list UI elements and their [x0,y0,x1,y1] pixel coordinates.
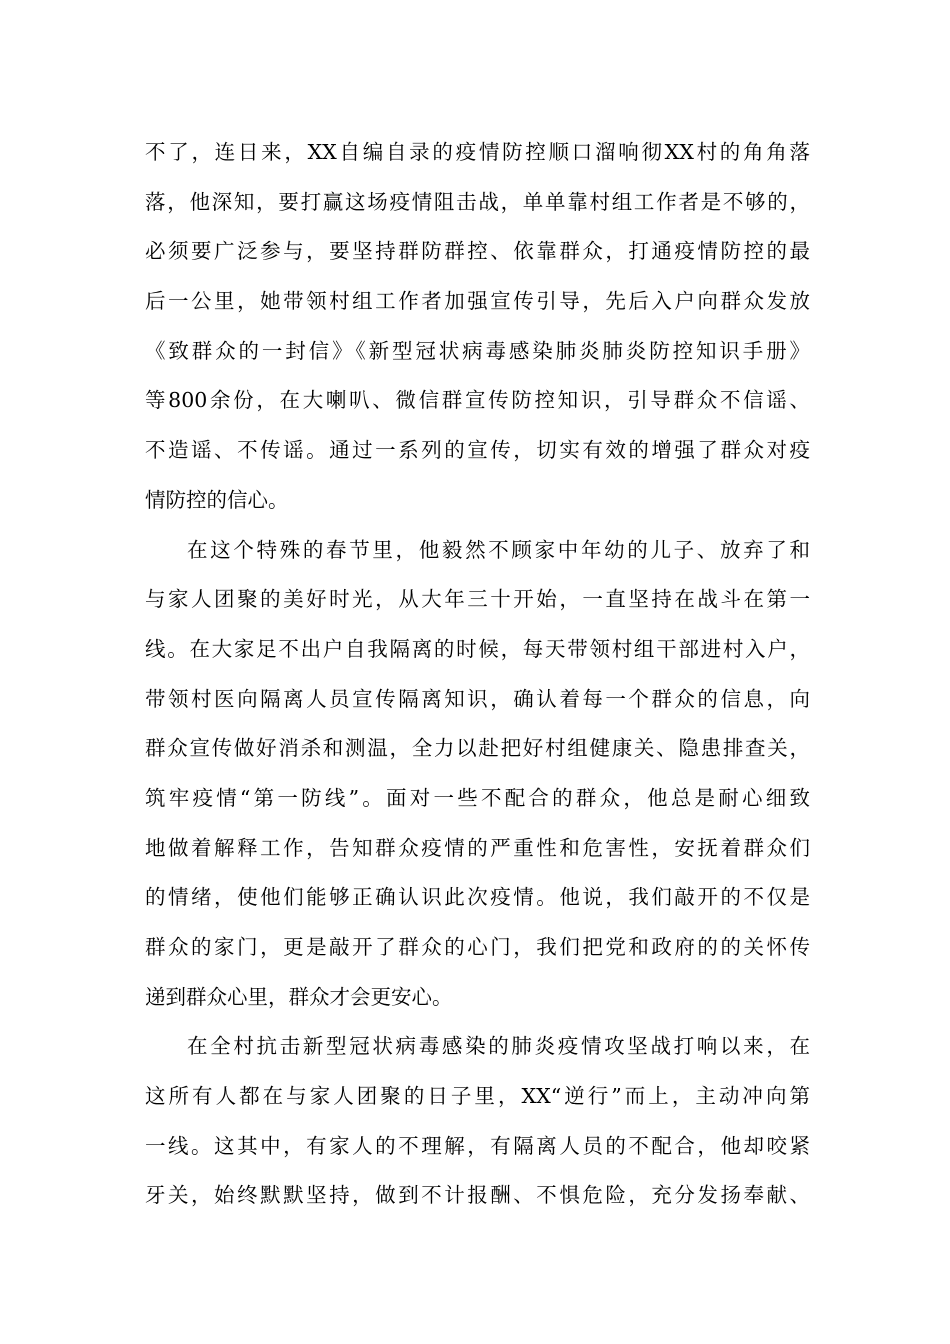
text-line: 的情绪，使他们能够正确认识此次疫情。他说，我们敲开的不仅是 [145,885,810,910]
document-body [145,128,810,1221]
paragraph-2 [145,526,810,1023]
text-line: 不了，连日来，XX自编自录的疫情防控顺口溜响彻XX村的角角落 [145,140,810,164]
text-line: 在这个特殊的春节里，他毅然不顾家中年幼的儿子、放弃了和 [187,537,810,562]
text-line: 一线。这其中，有家人的不理解，有隔离人员的不配合，他却咬紧 [145,1133,810,1158]
text-line: 带领村医向隔离人员宣传隔离知识，确认着每一个群众的信息，向 [145,686,810,711]
text-line: 后一公里，她带领村组工作者加强宣传引导，先后入户向群众发放 [145,289,810,314]
paragraph-1 [145,128,810,526]
text-line: 等800余份，在大喇叭、微信群宣传防控知识，引导群众不信谣、 [145,388,810,413]
paragraph-3 [145,1022,810,1221]
text-line: 《致群众的一封信》《新型冠状病毒感染肺炎肺炎防控知识手册》 [145,338,810,363]
text-line: 牙关，始终默默坚持，做到不计报酬、不惧危险，充分发扬奉献、 [145,1183,810,1208]
text-line: 群众宣传做好消杀和测温，全力以赴把好村组健康关、隐患排查关， [145,736,810,761]
text-line: 落，他深知，要打赢这场疫情阻击战，单单靠村组工作者是不够的， [145,189,810,214]
text-line: 必须要广泛参与，要坚持群防群控、依靠群众，打通疫情防控的最 [145,239,810,264]
text-line: 地做着解释工作，告知群众疫情的严重性和危害性，安抚着群众们 [145,835,810,860]
text-line: 与家人团聚的美好时光，从大年三十开始，一直坚持在战斗在第一 [145,587,810,612]
text-line: 线。在大家足不出户自我隔离的时候，每天带领村组干部进村入户， [145,636,810,661]
text-line: 这所有人都在与家人团聚的日子里，XX“逆行”而上，主动冲向第 [145,1084,810,1109]
text-line: 群众的家门，更是敲开了群众的心门，我们把党和政府的的关怀传 [145,935,810,959]
text-line: 不造谣、不传谣。通过一系列的宣传，切实有效的增强了群众对疫 [145,438,810,463]
text-line: 在全村抗击新型冠状病毒感染的肺炎疫情攻坚战打响以来，在 [187,1034,810,1059]
text-line: 情防控的信心。 [145,487,289,512]
text-line: 递到群众心里，群众才会更安心。 [145,984,453,1009]
text-line: 筑牢疫情“第一防线”。面对一些不配合的群众，他总是耐心细致 [145,785,810,810]
